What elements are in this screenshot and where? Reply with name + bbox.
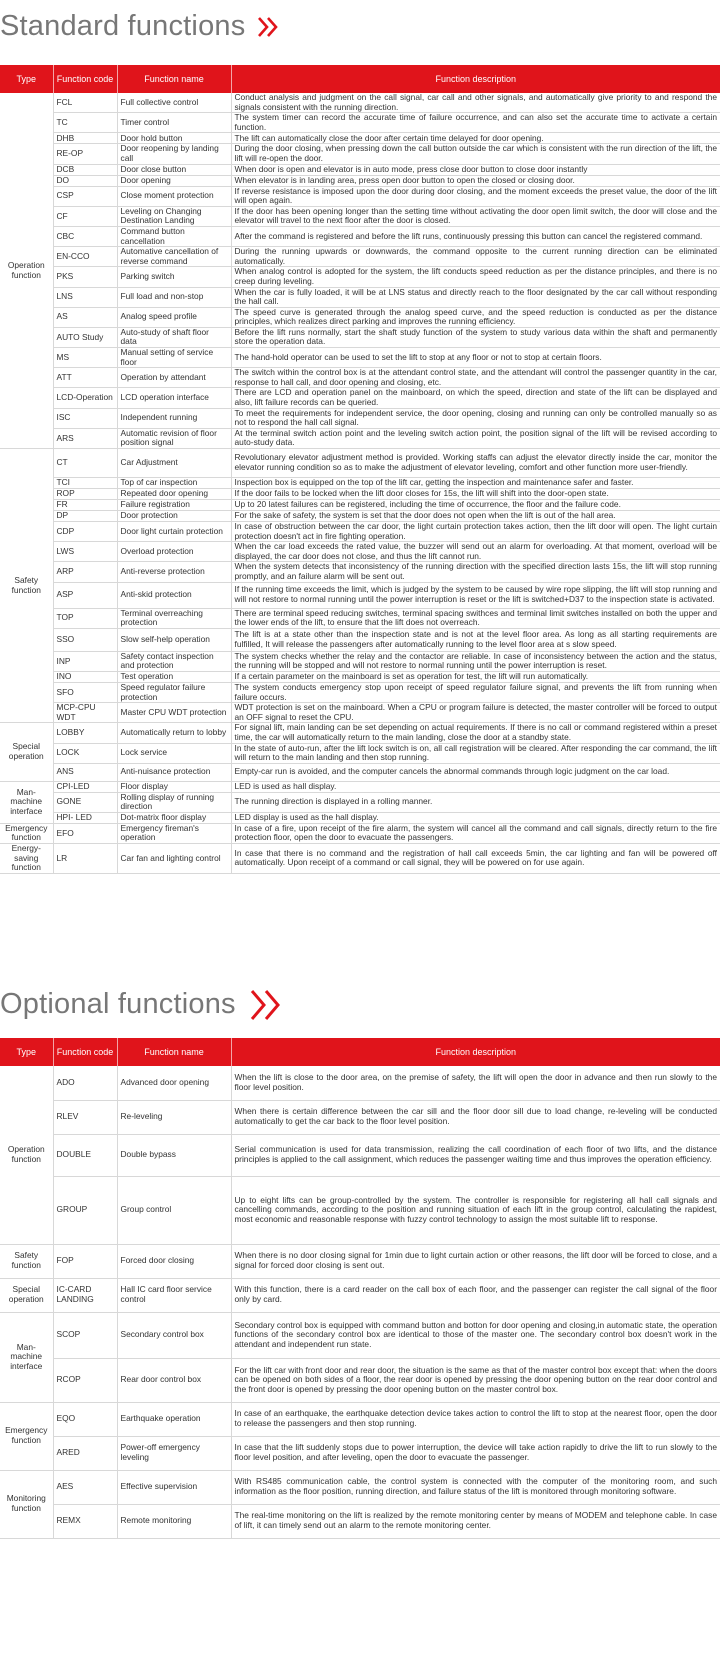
name-cell: Hall IC card floor service control bbox=[117, 1278, 231, 1312]
name-cell: Car Adjustment bbox=[117, 449, 231, 478]
table-row bbox=[0, 206, 720, 226]
table-header-row bbox=[0, 1038, 720, 1066]
description-cell: LED display is used as the hall display. bbox=[231, 812, 720, 823]
code-cell: MCP-CPU WDT bbox=[53, 703, 117, 723]
code-cell: TCI bbox=[53, 478, 117, 489]
header-code: Function code bbox=[53, 1038, 117, 1066]
description-cell: The lift can automatically close the door after certain time delayed for door opening. bbox=[231, 133, 720, 144]
type-cell: Energy-saving function bbox=[0, 844, 53, 874]
description-cell: The system checks whether the relay and the contactor are reliable. In case of inconsistency between the action and the status, the running will be stopped and will not restore to normal running until the power interruption is reset. bbox=[231, 651, 720, 671]
code-cell: ROP bbox=[53, 489, 117, 500]
code-cell: FOP bbox=[53, 1244, 117, 1278]
name-cell: Advanced door opening bbox=[117, 1066, 231, 1100]
table-row bbox=[0, 186, 720, 206]
type-cell: Safety function bbox=[0, 449, 53, 723]
table-row bbox=[0, 682, 720, 702]
description-cell: In case that there is no command and the registration of hall call exceeds 5min, the car lighting and fan will be powered off automatically. Upon receipt of a command or call signal, they will be powered on for use again. bbox=[231, 844, 720, 874]
description-cell: The real-time monitoring on the lift is realized by the remote monitoring center by means of MODEM and telephone cable. In case of lift, it can timely send out an alarm to the remote monitoring center. bbox=[231, 1504, 720, 1538]
code-cell: AUTO Study bbox=[53, 327, 117, 347]
standard-functions-table bbox=[0, 65, 720, 874]
code-cell: LCD-Operation bbox=[53, 388, 117, 408]
type-cell: Special operation bbox=[0, 1278, 53, 1312]
optional-title-text: Optional functions bbox=[0, 988, 236, 1020]
description-cell: When elevator is in landing area, press open door button to open the closed or closing door. bbox=[231, 175, 720, 186]
table-row bbox=[0, 500, 720, 511]
name-cell: Rear door control box bbox=[117, 1358, 231, 1402]
table-row bbox=[0, 1436, 720, 1470]
name-cell: Forced door closing bbox=[117, 1244, 231, 1278]
name-cell: Automatic revision of floor position signal bbox=[117, 428, 231, 448]
code-cell: LWS bbox=[53, 542, 117, 562]
description-cell: To meet the requirements for independent service, the door opening, closing and running can only be controlled manually so as not to respond the hall call signal. bbox=[231, 408, 720, 428]
name-cell: Rolling display of running direction bbox=[117, 792, 231, 812]
description-cell: The hand-hold operator can be used to set the lift to stop at any floor or not to stop at certain floors. bbox=[231, 348, 720, 368]
description-cell: If a certain parameter on the mainboard is set as operation for test, the lift will run automatically. bbox=[231, 671, 720, 682]
table-row bbox=[0, 408, 720, 428]
table-row bbox=[0, 348, 720, 368]
table-row bbox=[0, 388, 720, 408]
description-cell: In case of obstruction between the car door, the light curtain protection takes action, then the lift door will open. The light curtain protection doesn't act in fire fighting operation. bbox=[231, 522, 720, 542]
description-cell: The speed curve is generated through the analog speed curve, and the speed reduction is conducted as per the distance principles, which realizes direct parking and improves the running efficiency. bbox=[231, 307, 720, 327]
code-cell: ARP bbox=[53, 562, 117, 582]
description-cell: If reverse resistance is imposed upon the door during door closing, and the moment exceeds the preset value, the door of the lift will open again. bbox=[231, 186, 720, 206]
code-cell: ISC bbox=[53, 408, 117, 428]
code-cell: GROUP bbox=[53, 1176, 117, 1244]
code-cell: EQO bbox=[53, 1402, 117, 1436]
type-cell: Safety function bbox=[0, 1244, 53, 1278]
code-cell: HPI- LED bbox=[53, 812, 117, 823]
name-cell: Master CPU WDT protection bbox=[117, 703, 231, 723]
code-cell: SFO bbox=[53, 682, 117, 702]
type-cell: Man-machine interface bbox=[0, 781, 53, 823]
description-cell: LED is used as hall display. bbox=[231, 781, 720, 792]
code-cell: DHB bbox=[53, 133, 117, 144]
table-row bbox=[0, 164, 720, 175]
code-cell: INP bbox=[53, 651, 117, 671]
table-row bbox=[0, 1176, 720, 1244]
description-cell: When the car load exceeds the rated value, the buzzer will send out an alarm for overloading. At that moment, overload will be displayed, the car door does not close, and thus the lift cannot run. bbox=[231, 542, 720, 562]
header-desc: Function description bbox=[231, 1038, 720, 1066]
name-cell: Dot-matrix floor display bbox=[117, 812, 231, 823]
description-cell: The system conducts emergency stop upon receipt of speed regulator failure signal, and prevents the lift from running when failure occurs. bbox=[231, 682, 720, 702]
description-cell: Up to 20 latest failures can be registered, including the time of occurrence, the floor and the failure code. bbox=[231, 500, 720, 511]
code-cell: ASP bbox=[53, 582, 117, 608]
name-cell: Terminal overreaching protection bbox=[117, 608, 231, 628]
name-cell: Automative cancellation of reverse command bbox=[117, 247, 231, 267]
description-cell: Conduct analysis and judgment on the call signal, car call and other signals, and automatically give priority to and respond the signals consistent with the running direction. bbox=[231, 93, 720, 113]
description-cell: When analog control is adopted for the system, the lift conducts speed reduction as per the distance principles, and there is no creep during leveling. bbox=[231, 267, 720, 287]
name-cell: Secondary control box bbox=[117, 1312, 231, 1358]
name-cell: Earthquake operation bbox=[117, 1402, 231, 1436]
name-cell: Full collective control bbox=[117, 93, 231, 113]
table-row bbox=[0, 823, 720, 843]
description-cell: Empty-car run is avoided, and the computer cancels the abnormal commands through logic judgment on the car load. bbox=[231, 763, 720, 781]
table-row bbox=[0, 428, 720, 448]
table-row bbox=[0, 608, 720, 628]
code-cell: SSO bbox=[53, 628, 117, 651]
table-row bbox=[0, 287, 720, 307]
table-row bbox=[0, 1100, 720, 1134]
type-cell: Emergency function bbox=[0, 1402, 53, 1470]
code-cell: ATT bbox=[53, 368, 117, 388]
name-cell: Group control bbox=[117, 1176, 231, 1244]
description-cell: With RS485 communication cable, the control system is connected with the computer of the monitoring room, and such information as the floor position, running direction, and failure status of the lift is monitored through monitoring software. bbox=[231, 1470, 720, 1504]
name-cell: Lock service bbox=[117, 743, 231, 763]
description-cell: For the lift car with front door and rear door, the situation is the same as that of the master control box except that: when the doors can be opened on both sides of a floor, the rear door is opened by pressing the door opening button on the rear door control and the front door is opened by pressing the door opening button on the master control box. bbox=[231, 1358, 720, 1402]
description-cell: Up to eight lifts can be group-controlled by the system. The controller is responsible for registering all hall call signals and cancelling commands, according to the position and running situation of each lift in the group control, calculating the rapidest, most economic and reasonable response with fuzzy control technology to assign the most suitable lift to response. bbox=[231, 1176, 720, 1244]
name-cell: Door opening bbox=[117, 175, 231, 186]
table-row bbox=[0, 651, 720, 671]
table-row bbox=[0, 1470, 720, 1504]
description-cell: When the lift is close to the door area, on the premise of safety, the lift will open the door in advance and then run slowly to the floor level position. bbox=[231, 1066, 720, 1100]
description-cell: For the sake of safety, the system is set that the door does not open when the lift is out of the hall area. bbox=[231, 511, 720, 522]
code-cell: LOCK bbox=[53, 743, 117, 763]
description-cell: Secondary control box is equipped with command button and botton for door opening and closing,in automatic state, the operation functions of the secondary control box are identical to those of the master one. The secondary control box doesn't work in the attendant and independent run state. bbox=[231, 1312, 720, 1358]
double-chevron-right-icon bbox=[246, 988, 286, 1022]
table-row bbox=[0, 226, 720, 246]
name-cell: Speed regulator failure protection bbox=[117, 682, 231, 702]
description-cell: In case of an earthquake, the earthquake detection device takes action to control the lift to stop at the nearest floor, open the door to release the passengers and then stop running. bbox=[231, 1402, 720, 1436]
table-row bbox=[0, 1244, 720, 1278]
code-cell: CPI-LED bbox=[53, 781, 117, 792]
table-row bbox=[0, 522, 720, 542]
table-row bbox=[0, 511, 720, 522]
description-cell: Serial communication is used for data transmission, realizing the call coordination of each floor of two lifts, and the distance principles is applied to the call assignment, which reduces the passenger waiting time and thus improves the operation efficiency. bbox=[231, 1134, 720, 1176]
name-cell: Anti-reverse protection bbox=[117, 562, 231, 582]
description-cell: For signal lift, main landing can be set depending on actual requirements. If there is no call or command registered within a preset time, the car will automatically return to the main landing, close the door at a standby state. bbox=[231, 723, 720, 743]
description-cell: Revolutionary elevator adjustment method is provided. Working staffs can adjust the elevator directly inside the car, monitor the elevator running condition so as to make the adjustment of elevator leveling, comfort and other function more user-friendly. bbox=[231, 449, 720, 478]
double-chevron-right-icon bbox=[256, 15, 280, 39]
type-cell: Man-machine interface bbox=[0, 1312, 53, 1402]
description-cell: When there is no door closing signal for 1min due to light curtain action or other reasons, the lift door will be forced to close, and a signal for forced door closing is sent out. bbox=[231, 1244, 720, 1278]
code-cell: LOBBY bbox=[53, 723, 117, 743]
name-cell: Effective supervision bbox=[117, 1470, 231, 1504]
table-row bbox=[0, 247, 720, 267]
name-cell: Overload protection bbox=[117, 542, 231, 562]
code-cell: RE-OP bbox=[53, 144, 117, 164]
code-cell: LR bbox=[53, 844, 117, 874]
standard-section-title bbox=[0, 10, 280, 43]
name-cell: Analog speed profile bbox=[117, 307, 231, 327]
name-cell: Door close button bbox=[117, 164, 231, 175]
table-row bbox=[0, 327, 720, 347]
header-name: Function name bbox=[117, 1038, 231, 1066]
optional-functions-table bbox=[0, 1038, 720, 1539]
name-cell: Parking switch bbox=[117, 267, 231, 287]
header-name: Function name bbox=[117, 65, 231, 93]
code-cell: REMX bbox=[53, 1504, 117, 1538]
description-cell: WDT protection is set on the mainboard. When a CPU or program failure is detected, the master controller will be forced to output an OFF signal to reset the CPU. bbox=[231, 703, 720, 723]
name-cell: Slow self-help operation bbox=[117, 628, 231, 651]
table-row bbox=[0, 307, 720, 327]
code-cell: EN-CCO bbox=[53, 247, 117, 267]
description-cell: When door is open and elevator is in auto mode, press close door button to close door instantly bbox=[231, 164, 720, 175]
description-cell: With this function, there is a card reader on the call box of each floor, and the passenger can register the call signal of the floor only by card. bbox=[231, 1278, 720, 1312]
code-cell: CDP bbox=[53, 522, 117, 542]
code-cell: DP bbox=[53, 511, 117, 522]
code-cell: RLEV bbox=[53, 1100, 117, 1134]
code-cell: TOP bbox=[53, 608, 117, 628]
description-cell: In case that the lift suddenly stops due to power interruption, the device will take action rapidly to drive the lift to run slowly to the floor level position, and after leveling, open the door to evacuate the passenger. bbox=[231, 1436, 720, 1470]
name-cell: Full load and non-stop bbox=[117, 287, 231, 307]
standard-title-text: Standard functions bbox=[0, 10, 246, 42]
code-cell: CT bbox=[53, 449, 117, 478]
table-row bbox=[0, 671, 720, 682]
code-cell: FCL bbox=[53, 93, 117, 113]
code-cell: ARED bbox=[53, 1436, 117, 1470]
description-cell: If the running time exceeds the limit, which is judged by the system to be caused by wire rope slipping, the lift will stop running and will not restore to normal running until the power interruption is reset or the lift is switched+D37 to the inspection state is activated. bbox=[231, 582, 720, 608]
header-code: Function code bbox=[53, 65, 117, 93]
table-row bbox=[0, 743, 720, 763]
name-cell: Car fan and lighting control bbox=[117, 844, 231, 874]
code-cell: ADO bbox=[53, 1066, 117, 1100]
table-row bbox=[0, 582, 720, 608]
description-cell: Before the lift runs normally, start the shaft study function of the system to study various data within the shaft and permanently store the operation data. bbox=[231, 327, 720, 347]
code-cell: GONE bbox=[53, 792, 117, 812]
code-cell: DOUBLE bbox=[53, 1134, 117, 1176]
table-row bbox=[0, 763, 720, 781]
description-cell: When the system detects that inconsistency of the running direction with the specified direction lasts 15s, the lift will stop running promptly, and an failure alarm will be sent out. bbox=[231, 562, 720, 582]
code-cell: IC-CARD LANDING bbox=[53, 1278, 117, 1312]
name-cell: Operation by attendant bbox=[117, 368, 231, 388]
table-row bbox=[0, 1312, 720, 1358]
description-cell: During the running upwards or downwards, the command opposite to the current running direction can be eliminated automatically. bbox=[231, 247, 720, 267]
name-cell: Remote monitoring bbox=[117, 1504, 231, 1538]
name-cell: Leveling on Changing Destination Landing bbox=[117, 206, 231, 226]
code-cell: LNS bbox=[53, 287, 117, 307]
code-cell: CF bbox=[53, 206, 117, 226]
description-cell: After the command is registered and before the lift runs, continuously pressing this button can cancel the registered command. bbox=[231, 226, 720, 246]
table-row bbox=[0, 368, 720, 388]
table-row bbox=[0, 1358, 720, 1402]
table-row bbox=[0, 628, 720, 651]
description-cell: When the car is fully loaded, it will be at LNS status and directly reach to the floor designated by the car call without responding the hall call. bbox=[231, 287, 720, 307]
name-cell: Floor display bbox=[117, 781, 231, 792]
table-row bbox=[0, 1066, 720, 1100]
description-cell: In the state of auto-run, after the lift lock switch is on, all call registration will be cleared. After responding the car command, the lift will return to the main landing and then stop running. bbox=[231, 743, 720, 763]
name-cell: Door protection bbox=[117, 511, 231, 522]
name-cell: Door light curtain protection bbox=[117, 522, 231, 542]
table-row bbox=[0, 1504, 720, 1538]
type-cell: Monitoring function bbox=[0, 1470, 53, 1538]
description-cell: If the door has been opening longer than the setting time without activating the door open limit switch, the door will close and the elevator will travel to the next floor after the door is closed. bbox=[231, 206, 720, 226]
description-cell: At the terminal switch action point and the leveling switch action point, the position signal of the lift will be revised according to auto-study data. bbox=[231, 428, 720, 448]
table-row bbox=[0, 542, 720, 562]
name-cell: Close moment protection bbox=[117, 186, 231, 206]
code-cell: TC bbox=[53, 113, 117, 133]
header-desc: Function description bbox=[231, 65, 720, 93]
name-cell: Independent running bbox=[117, 408, 231, 428]
code-cell: RCOP bbox=[53, 1358, 117, 1402]
table-row bbox=[0, 113, 720, 133]
code-cell: CSP bbox=[53, 186, 117, 206]
name-cell: Auto-study of shaft floor data bbox=[117, 327, 231, 347]
table-row bbox=[0, 478, 720, 489]
code-cell: ANS bbox=[53, 763, 117, 781]
header-type: Type bbox=[0, 65, 53, 93]
description-cell: There are terminal speed reducing switches, terminal spacing swithces and terminal limit switches installed on both the upper and the lower ends of the lift, to ensure that the lift does not overreach. bbox=[231, 608, 720, 628]
table-row bbox=[0, 781, 720, 792]
optional-section-title bbox=[0, 988, 286, 1022]
type-cell: Operation function bbox=[0, 93, 53, 449]
code-cell: ARS bbox=[53, 428, 117, 448]
name-cell: LCD operation interface bbox=[117, 388, 231, 408]
code-cell: DCB bbox=[53, 164, 117, 175]
name-cell: Automatically return to lobby bbox=[117, 723, 231, 743]
description-cell: During the door closing, when pressing down the call button outside the car which is consistent with the run direction of the lift, the lift will re-open the door. bbox=[231, 144, 720, 164]
type-cell: Special operation bbox=[0, 723, 53, 781]
table-row bbox=[0, 489, 720, 500]
code-cell: INO bbox=[53, 671, 117, 682]
code-cell: SCOP bbox=[53, 1312, 117, 1358]
table-row bbox=[0, 144, 720, 164]
type-cell: Operation function bbox=[0, 1066, 53, 1244]
name-cell: Failure registration bbox=[117, 500, 231, 511]
table-row bbox=[0, 133, 720, 144]
name-cell: Timer control bbox=[117, 113, 231, 133]
description-cell: When there is certain difference between the car sill and the floor door sill due to load change, re-leveling will be conducted automatically to get the car back to the floor level position. bbox=[231, 1100, 720, 1134]
code-cell: CBC bbox=[53, 226, 117, 246]
header-type: Type bbox=[0, 1038, 53, 1066]
name-cell: Test operation bbox=[117, 671, 231, 682]
name-cell: Door reopening by landing call bbox=[117, 144, 231, 164]
table-row bbox=[0, 1278, 720, 1312]
name-cell: Safety contact inspection and protection bbox=[117, 651, 231, 671]
table-row bbox=[0, 703, 720, 723]
name-cell: Top of car inspection bbox=[117, 478, 231, 489]
name-cell: Emergency fireman's operation bbox=[117, 823, 231, 843]
name-cell: Double bypass bbox=[117, 1134, 231, 1176]
code-cell: PKS bbox=[53, 267, 117, 287]
table-row bbox=[0, 1402, 720, 1436]
description-cell: The switch within the control box is at the attendant control state, and the attendant will control the passenger quantity in the car, response to hall call, and door opening and closing, etc. bbox=[231, 368, 720, 388]
name-cell: Anti-nuisance protection bbox=[117, 763, 231, 781]
description-cell: If the door fails to be locked when the lift door closes for 15s, the lift will shift into the door-open state. bbox=[231, 489, 720, 500]
table-row bbox=[0, 267, 720, 287]
description-cell: There are LCD and operation panel on the mainboard, on which the speed, direction and state of the lift can be displayed and also, lift failure records can be queried. bbox=[231, 388, 720, 408]
name-cell: Command button cancellation bbox=[117, 226, 231, 246]
name-cell: Re-leveling bbox=[117, 1100, 231, 1134]
code-cell: MS bbox=[53, 348, 117, 368]
code-cell: EFO bbox=[53, 823, 117, 843]
name-cell: Door hold button bbox=[117, 133, 231, 144]
code-cell: FR bbox=[53, 500, 117, 511]
description-cell: The running direction is displayed in a rolling manner. bbox=[231, 792, 720, 812]
description-cell: The system timer can record the accurate time of failure occurrence, and can also set the accurate time to activate a certain function. bbox=[231, 113, 720, 133]
table-header-row bbox=[0, 65, 720, 93]
table-row bbox=[0, 723, 720, 743]
description-cell: The lift is at a state other than the inspection state and is not at the level floor area. As long as all starting requirements are fulfilled, It will release the passengers after automatically running to the level floor area at s slow speed. bbox=[231, 628, 720, 651]
table-row bbox=[0, 562, 720, 582]
table-row bbox=[0, 93, 720, 113]
code-cell: DO bbox=[53, 175, 117, 186]
code-cell: AES bbox=[53, 1470, 117, 1504]
table-row bbox=[0, 792, 720, 812]
name-cell: Repeated door opening bbox=[117, 489, 231, 500]
table-row bbox=[0, 844, 720, 874]
name-cell: Anti-skid protection bbox=[117, 582, 231, 608]
description-cell: In case of a fire, upon receipt of the fire alarm, the system will cancel all the command and call signals, directly return to the fire protection floor, open the door to evacuate the passengers. bbox=[231, 823, 720, 843]
name-cell: Power-off emergency leveling bbox=[117, 1436, 231, 1470]
type-cell: Emergency function bbox=[0, 823, 53, 843]
description-cell: Inspection box is equipped on the top of the lift car, getting the inspection and maintenance safer and faster. bbox=[231, 478, 720, 489]
code-cell: AS bbox=[53, 307, 117, 327]
table-row bbox=[0, 449, 720, 478]
name-cell: Manual setting of service floor bbox=[117, 348, 231, 368]
table-row bbox=[0, 175, 720, 186]
table-row bbox=[0, 1134, 720, 1176]
table-row bbox=[0, 812, 720, 823]
